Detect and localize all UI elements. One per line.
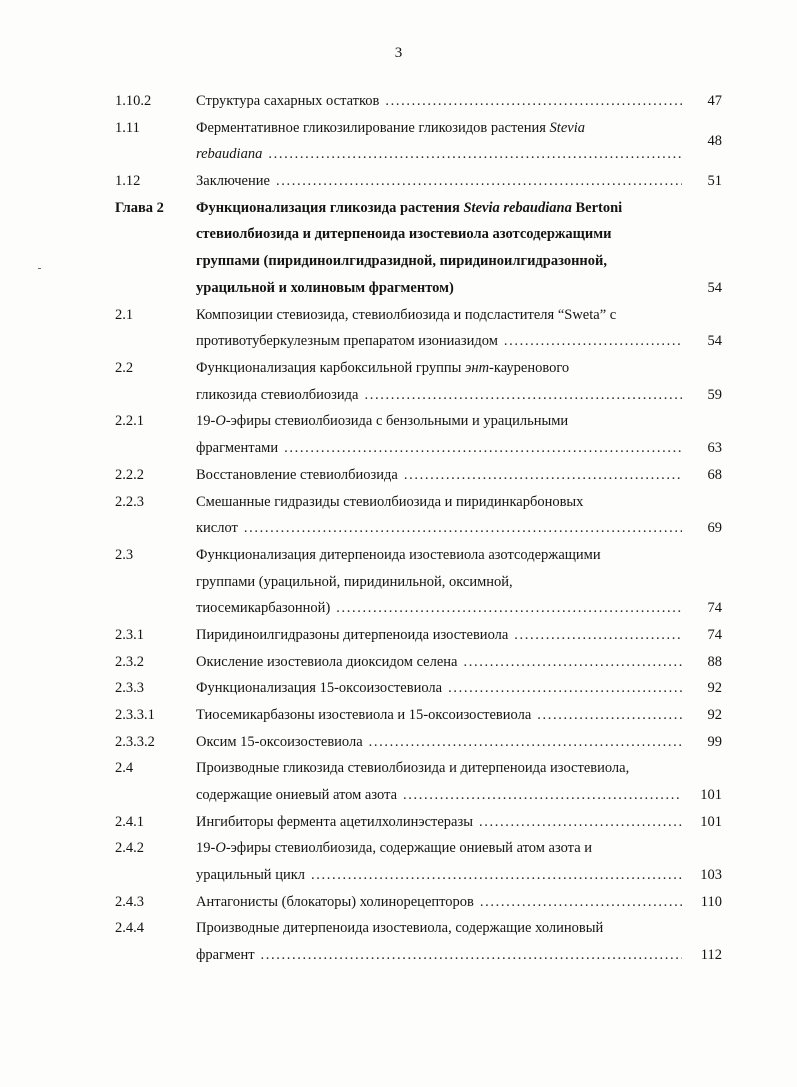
entry-page: 59 (707, 387, 722, 403)
entry-number: 1.10.2 (115, 93, 152, 109)
entry-page: 92 (707, 707, 722, 723)
entry-page: 99 (707, 734, 722, 750)
entry-page: 63 (707, 440, 722, 456)
entry-title-line: Функционализация гликозида растения Stevia rebaudiana Bertoni (196, 200, 623, 216)
entry-title-line: стевиолбиозида и дитерпеноида изостевиола азотсодержащими (196, 226, 612, 242)
entry-title-line: 19-O-эфиры стевиолбиозида, содержащие ониевый атом азота и (196, 840, 593, 856)
entry-number: 2.3.3 (115, 680, 144, 696)
entry-title-line: гликозида стевиолбиозида . . . (196, 387, 682, 404)
entry-number: 2.4.4 (115, 920, 144, 936)
entry-page: 101 (700, 814, 722, 830)
entry-title-line: Оксим 15-оксоизостевиола . . . (196, 734, 682, 751)
entry-title-line: Заключение . . . (196, 173, 682, 190)
entry-page: 54 (707, 333, 722, 349)
entry-page: 92 (707, 680, 722, 696)
entry-page: 74 (707, 600, 722, 616)
entry-number: 2.2.3 (115, 494, 144, 510)
entry-number: 2.4 (115, 760, 134, 776)
entry-number: 2.2.1 (115, 413, 144, 429)
entry-title-line: Функционализация дитерпеноида изостевиола азотсодержащими (196, 547, 601, 563)
entry-page: 47 (707, 93, 722, 109)
entry-number: 1.12 (115, 173, 141, 189)
entry-page: 68 (707, 467, 722, 483)
entry-title-line: противотуберкулезным препаратом изониазидом . . . (196, 333, 682, 350)
entry-title-line: Композиции стевиозида, стевиолбиозида и подсластителя “Sweta” с (196, 307, 617, 323)
entry-title-line: Функционализация карбоксильной группы энт-кауренового (196, 360, 570, 376)
entry-title-line: Ферментативное гликозилирование гликозидов растения Stevia (196, 120, 585, 136)
entry-title-line: 19-O-эфиры стевиолбиозида с бензольными и урацильными (196, 413, 569, 429)
entry-page: 48 (707, 133, 722, 149)
entry-page: 112 (700, 947, 722, 963)
entry-title-line: содержащие ониевый атом азота . . . (196, 787, 682, 804)
entry-number: 2.3.3.2 (115, 734, 155, 750)
entry-number: 2.1 (115, 307, 134, 323)
entry-number: 2.2.2 (115, 467, 144, 483)
entry-title-line: урацильной и холиновым фрагментом) (196, 280, 454, 296)
entry-page: 69 (707, 520, 722, 536)
entry-page: 110 (700, 894, 722, 910)
entry-title-line: Ингибиторы фермента ацетилхолинэстеразы . . . (196, 814, 682, 831)
entry-page: 101 (700, 787, 722, 803)
entry-number: 2.3.3.1 (115, 707, 155, 723)
entry-page: 54 (707, 280, 722, 296)
scan-speck (38, 268, 41, 269)
entry-page: 88 (707, 654, 722, 670)
entry-title-line: Пиридиноилгидразоны дитерпеноида изостевиола . . . (196, 627, 682, 644)
entry-title-line: Восстановление стевиолбиозида . . . (196, 467, 682, 484)
entry-title-line: тиосемикарбазонной) . . . (196, 600, 682, 617)
entry-title-line: Окисление изостевиола диоксидом селена . . . (196, 654, 682, 671)
entry-number: 2.2 (115, 360, 134, 376)
entry-title-line: фрагмент . . . (196, 947, 682, 964)
entry-number: 2.3 (115, 547, 134, 563)
entry-title-line: группами (пиридиноилгидразидной, пиридиноилгидразонной, (196, 253, 608, 269)
entry-number: Глава 2 (115, 200, 164, 216)
entry-number: 2.3.2 (115, 654, 144, 670)
entry-number: 2.3.1 (115, 627, 144, 643)
entry-title-line: урацильный цикл . . . (196, 867, 682, 884)
entry-number: 2.4.2 (115, 840, 144, 856)
entry-title-line: Антагонисты (блокаторы) холинорецепторов . . . (196, 894, 682, 911)
entry-title-line: фрагментами . . . (196, 440, 682, 457)
entry-title-line: кислот . . . (196, 520, 682, 537)
entry-title-line: Функционализация 15-оксоизостевиола . . . (196, 680, 682, 697)
entry-title-line: группами (урацильной, пиридинильной, оксимной, (196, 574, 513, 590)
entry-number: 2.4.3 (115, 894, 144, 910)
entry-title-line: Производные гликозида стевиолбиозида и дитерпеноида изостевиола, (196, 760, 630, 776)
entry-title-line: Тиосемикарбазоны изостевиола и 15-оксоизостевиола . . . (196, 707, 682, 724)
entry-title-line: Производные дитерпеноида изостевиола, содержащие холиновый (196, 920, 604, 936)
entry-page: 74 (707, 627, 722, 643)
entry-page: 51 (707, 173, 722, 189)
entry-number: 2.4.1 (115, 814, 144, 830)
entry-title-line: rebaudiana . . . (196, 146, 682, 163)
entry-number: 1.11 (115, 120, 140, 136)
entry-title-line: Структура сахарных остатков . . . (196, 93, 682, 110)
entry-title-line: Смешанные гидразиды стевиолбиозида и пиридинкарбоновых (196, 494, 584, 510)
page-number: 3 (394, 45, 403, 61)
entry-page: 103 (700, 867, 722, 883)
